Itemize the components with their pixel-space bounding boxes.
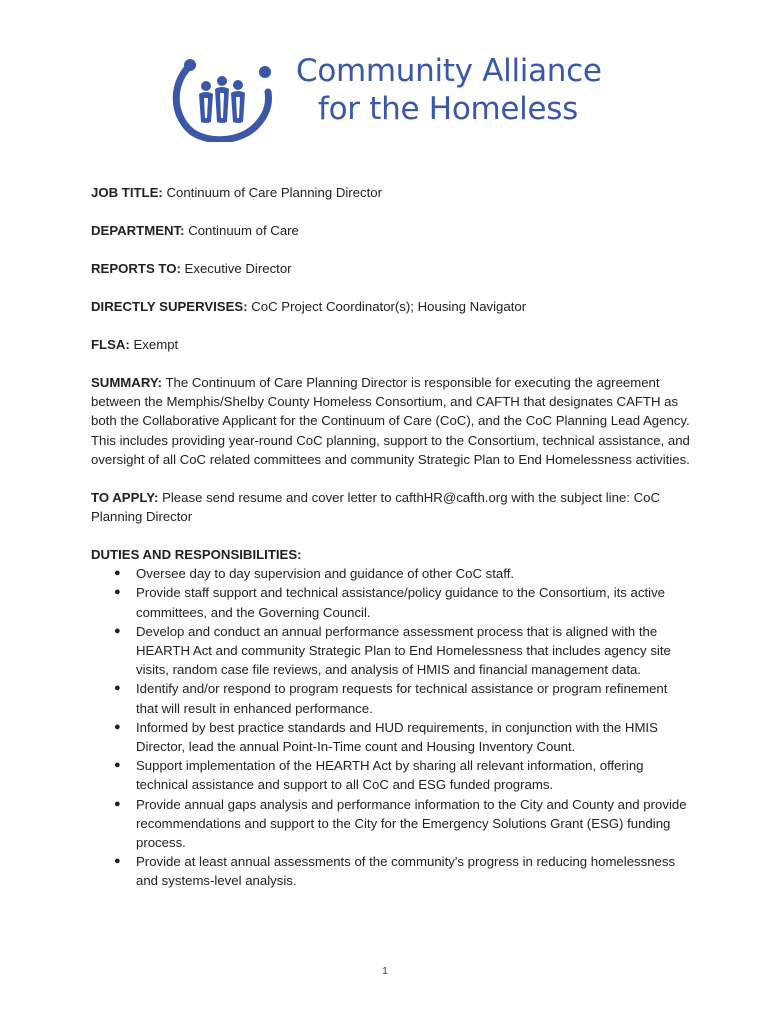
field-flsa [91, 335, 691, 354]
bullet-icon: ● [114, 567, 121, 580]
field-directly-supervises [91, 297, 691, 316]
job-description-body [91, 183, 691, 891]
list-item [91, 718, 691, 756]
duty-text: Informed by best practice standards and HUD requirements, in conjunction with the HMIS Director, lead the annual Point-In-Time count and Housing Inventory Count. [136, 719, 658, 755]
list-item [91, 583, 691, 621]
field-value: CoC Project Coordinator(s); Housing Navigator [247, 299, 527, 314]
bullet-icon: ● [114, 586, 121, 599]
field-label: REPORTS TO: [91, 261, 181, 276]
organization-logo [170, 52, 610, 142]
duty-text: Provide at least annual assessments of the community's progress in reducing homelessness and systems-level analysis. [136, 854, 676, 889]
duties-heading: DUTIES AND RESPONSIBILITIES: [91, 547, 302, 563]
field-value: Executive Director [180, 261, 292, 276]
list-item [91, 564, 691, 583]
bullet-icon: ● [114, 720, 121, 733]
list-item [91, 795, 691, 853]
organization-name [296, 52, 602, 128]
field-label: DEPARTMENT: [91, 223, 185, 238]
organization-name-line1: Community Alliance [296, 53, 602, 89]
duty-text: Develop and conduct an annual performance assessment process that is aligned with the HEARTH Act and community Strategic Plan to End Homelessness that includes agency site visits, random case file reviews, and analysis of HMIS and financial management data. [136, 623, 671, 678]
list-item [91, 852, 691, 890]
duty-text: Provide staff support and technical assistance/policy guidance to the Consortium, its active committees, and the Governing Council. [136, 585, 666, 620]
bullet-icon: ● [114, 797, 121, 810]
summary-section [91, 373, 691, 469]
field-value: Exempt [129, 337, 179, 352]
summary-label: SUMMARY: [91, 375, 163, 390]
field-label: DIRECTLY SUPERVISES: [91, 299, 248, 314]
bullet-icon: ● [114, 759, 121, 772]
field-label: FLSA: [91, 337, 130, 352]
apply-text: Please send resume and cover letter to cafthHR@cafth.org with the subject line: CoC Planning Director [91, 489, 660, 525]
duties-list [91, 564, 691, 890]
list-item [91, 756, 691, 794]
duty-text: Support implementation of the HEARTH Act by sharing all relevant information, offering technical assistance and support to all CoC and ESG funded programs. [136, 758, 644, 793]
bullet-icon: ● [114, 855, 121, 868]
duty-text: Identify and/or respond to program requests for technical assistance or program refinement that will result in enhanced performance. [136, 681, 668, 716]
list-item [91, 622, 691, 680]
field-label: JOB TITLE: [91, 185, 163, 200]
apply-section [91, 488, 691, 526]
duty-text: Oversee day to day supervision and guidance of other CoC staff. [136, 566, 515, 582]
bullet-icon: ● [114, 624, 121, 637]
organization-name-line2: for the Homeless [318, 91, 578, 127]
field-department [91, 221, 691, 240]
field-value: Continuum of Care [184, 223, 299, 238]
field-value: Continuum of Care Planning Director [162, 185, 382, 200]
summary-text: The Continuum of Care Planning Director is responsible for executing the agreement between the Memphis/Shelby County Homeless Consortium, and CAFTH that designates CAFTH as both the Collaborative Applicant for the Continuum of Care (CoC), and the CoC Planning Lead Agency. This includes providing year-round CoC planning, support to the Consortium, technical assistance, and oversight of all CoC related committees and community Strategic Plan to End Homelessness activities. [91, 375, 690, 467]
list-item [91, 679, 691, 717]
field-reports-to [91, 259, 691, 278]
people-circle-logo-icon [170, 52, 280, 142]
field-job-title [91, 183, 691, 202]
bullet-icon: ● [114, 682, 121, 695]
page-number: 1 [382, 966, 388, 977]
duty-text: Provide annual gaps analysis and performance information to the City and County and provide recommendations and support to the City for the Emergency Solutions Grant (ESG) funding process. [136, 796, 687, 851]
apply-label: TO APPLY: [91, 489, 159, 505]
